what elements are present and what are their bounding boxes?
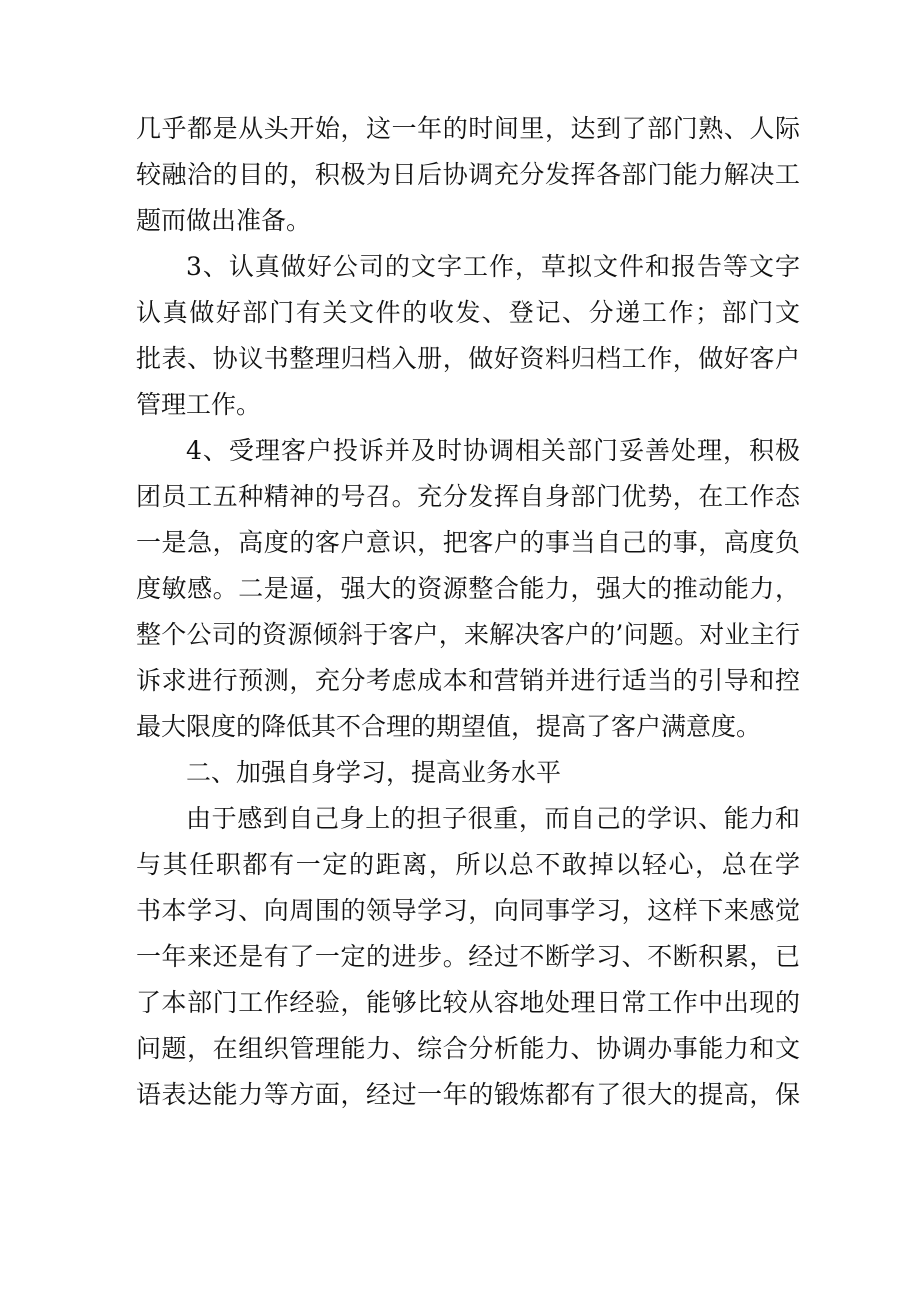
text-line: 了本部门工作经验，能够比较从容地处理日常工作中出现的 — [136, 988, 800, 1017]
text-line: 最大限度的降低其不合理的期望值，提高了客户满意度。 — [136, 712, 762, 741]
paragraph-start-line: 由于感到自己身上的担子很重，而自己的学识、能力和 — [186, 804, 800, 833]
text-line: 度敏感。二是逼，强大的资源整合能力，强大的推动能力， — [136, 574, 800, 603]
text-line: 批表、协议书整理归档入册，做好资料归档工作，做好客户 — [136, 344, 800, 373]
text-line: 语表达能力等方面，经过一年的锻炼都有了很大的提高，保 — [136, 1080, 800, 1109]
text-line: 整个公司的资源倾斜于客户，来解决客户的’问题。对业主行 — [136, 620, 800, 649]
text-line: 与其任职都有一定的距离，所以总不敢掉以轻心，总在学 — [136, 850, 800, 879]
text-line: 一是急，高度的客户意识，把客户的事当自己的事，高度负 — [136, 528, 800, 557]
text-line: 团员工五种精神的号召。充分发挥自身部门优势，在工作态 — [136, 482, 800, 511]
text-line: 几乎都是从头开始，这一年的时间里，达到了部门熟、人际 — [136, 114, 800, 143]
text-line: 一年来还是有了一定的进步。经过不断学习、不断积累，已 — [136, 942, 800, 971]
text-line: 问题，在组织管理能力、综合分析能力、协调办事能力和文 — [136, 1034, 800, 1063]
text-line: 书本学习、向周围的领导学习，向同事学习，这样下来感觉 — [136, 896, 800, 925]
text-line: 题而做出准备。 — [136, 206, 312, 235]
text-line: 认真做好部门有关文件的收发、登记、分递工作；部门文 — [136, 298, 800, 327]
text-line: 诉求进行预测，充分考虑成本和营销并进行适当的引导和控 — [136, 666, 800, 695]
section-heading: 二、加强自身学习，提高业务水平 — [186, 758, 562, 787]
text-line: 较融洽的目的，积极为日后协调充分发挥各部门能力解决工 — [136, 160, 800, 189]
body-text — [136, 106, 800, 1118]
text-line: 管理工作。 — [136, 390, 262, 419]
paragraph-start-line: 4、受理客户投诉并及时协调相关部门妥善处理，积极 — [186, 436, 800, 465]
paragraph-start-line: 3、认真做好公司的文字工作，草拟文件和报告等文字 — [186, 252, 800, 281]
